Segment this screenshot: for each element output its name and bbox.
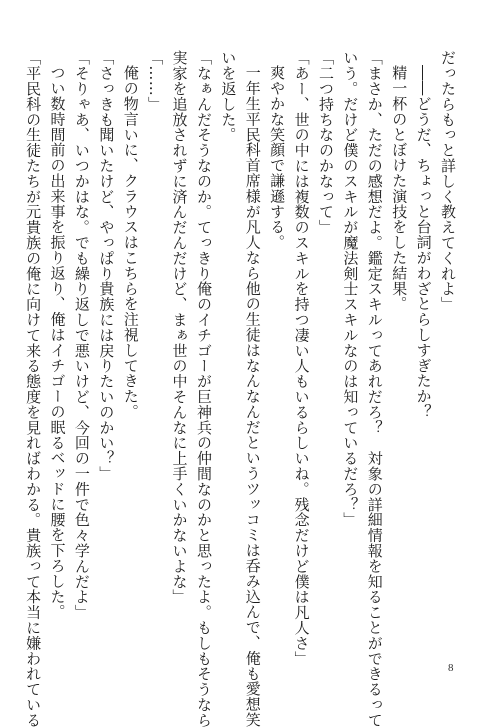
vertical-text-block bbox=[21, 50, 460, 728]
text-line: 「二つ持ちなのかなって」 bbox=[316, 50, 335, 235]
text-line: 「……」 bbox=[146, 50, 165, 112]
text-line: つい数時間前の出来事を振り返り、俺はイチゴーの眠るベッドに腰を下ろした。 bbox=[48, 65, 67, 620]
text-line: ――どうだ、ちょっと台詞がわざとらしすぎたか？ bbox=[414, 65, 433, 420]
text-line: 実家を追放されずに済んだんだけど、まぁ世の中そんなに上手くいかないよな」 bbox=[170, 50, 189, 605]
text-line: いう。だけど僕のスキルが魔法剣士スキルなのは知っているだろ？」 bbox=[341, 50, 360, 528]
text-line: 一年生平民科首席様が凡人なら他の生徒はなんなんだというツッコミは呑み込んで、俺も愛想笑 bbox=[243, 65, 262, 728]
text-line: 「なぁんだそうなのか。てっきり俺のイチゴーが巨神兵の仲間なのかと思ったよ。もしもそうなら bbox=[194, 50, 213, 728]
text-line: 爽やかな笑顔で謙遜する。 bbox=[268, 65, 287, 250]
text-line: 「あー、世の中には複数のスキルを持つ凄い人もいるらしいね。残念だけど僕は凡人さ」 bbox=[292, 50, 311, 666]
text-line: だったらもっと詳しく教えてくれよ」 bbox=[439, 50, 457, 312]
text-line: 「まさか、ただの感想だよ。鑑定スキルってあれだろ？ 対象の詳細情報を知ることができるって bbox=[365, 50, 384, 728]
text-line: 「そりゃあ、いつかはな。でも繰り返しで悪いけど、今回の一件で色々学んだよ」 bbox=[72, 50, 91, 620]
text-line: いを返した。 bbox=[219, 50, 238, 143]
text-line: 「さっきも聞いたけど、やっぱり貴族には戻りたいのかい？」 bbox=[97, 50, 116, 482]
text-line: 俺の物言いに、クラウスはこちらを注視してきた。 bbox=[121, 65, 140, 420]
text-line: 「平民科の生徒たちが元貴族の俺に向けて来る態度を見ればわかる。貴族って本当に嫌われている bbox=[24, 50, 43, 728]
text-line: 精一杯のとぼけた演技をした結果。 bbox=[390, 65, 409, 312]
page-number: 8 bbox=[448, 662, 454, 674]
